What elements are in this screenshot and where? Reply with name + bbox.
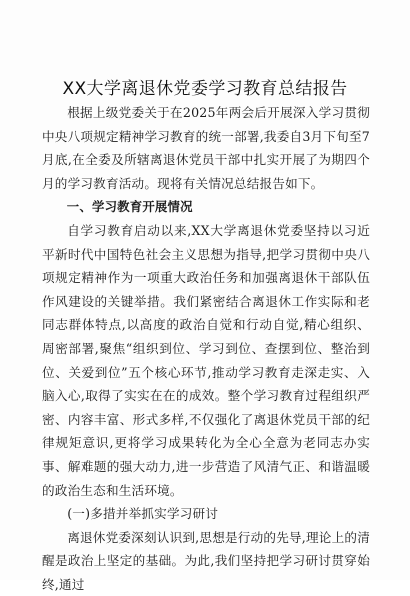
intro-paragraph: 根据上级党委关于在2025年两会后开展深入学习贯彻中央八项规定精神学习教育的统一部署,我委自3月下旬至7月底,在全委及所辖离退休党员干部中扎实开展了为期四个月的学习教育活动。现将有关情况总结报告如下。 bbox=[42, 105, 370, 191]
subsection-heading: (一)多措并举抓实学习研讨 bbox=[67, 506, 219, 522]
section-heading: 一、学习教育开展情况 bbox=[66, 199, 193, 215]
subsection-paragraph: 离退休党委深刻认识到,思想是行动的先导,理论上的清醒是政治上坚定的基础。为此,我们坚持把学习研讨贯穿始终,通过 bbox=[42, 529, 370, 592]
section-paragraph: 自学习教育启动以来,XX大学离退休党委坚持以习近平新时代中国特色社会主义思想为指导,把学习贯彻中央八项规定精神作为一项重大政治任务和加强离退休干部队伍作风建设的关键举措。我们紧密结合离退休工作实际和老同志群体特点,以高度的政治自觉和行动自觉,精心组织、周密部署,聚焦“组织到位、学习到位、查摆到位、整治到位、关爱到位”五个核心环节,推动学习教育走深走实、入脑入心,取得了实实在在的成效。整个学习教育过程组织严密、内容丰富、形式多样,不仅强化了离退休党员干部的纪律规矩意识,更将学习成果转化为全心全意为老同志办实事、解难题的强大动力,进一步营造了风清气正、和谐温暖的政治生态和生活环境。 bbox=[42, 222, 370, 498]
document-title: XX大学离退休党委学习教育总结报告 bbox=[62, 79, 348, 99]
document-body bbox=[42, 101, 370, 596]
